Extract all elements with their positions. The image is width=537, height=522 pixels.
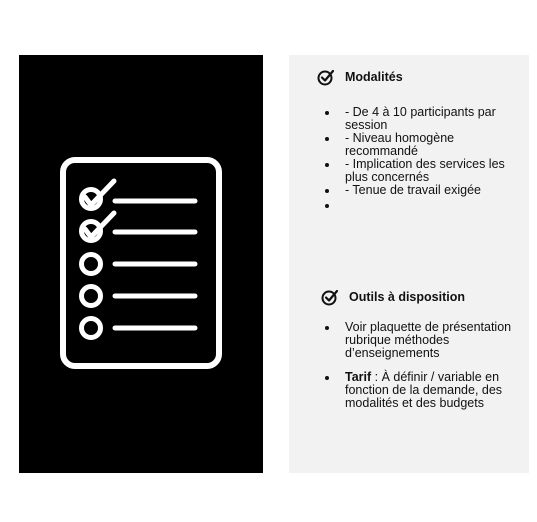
outils-title: Outils à disposition — [349, 290, 465, 304]
list-item: Voir plaquette de présentation rubrique méthodes d’enseignements — [325, 321, 521, 360]
tarif-item — [325, 371, 521, 410]
checklist-icon — [19, 55, 263, 473]
list-item-empty — [325, 199, 521, 212]
checklist-illustration-panel — [19, 55, 263, 473]
tarif-label: Tarif — [345, 370, 372, 384]
check-circle-icon — [321, 288, 341, 306]
modalites-title: Modalités — [345, 70, 403, 84]
outils-heading — [321, 288, 465, 306]
check-circle-icon — [317, 68, 337, 86]
list-item: - Implication des services les plus concernés — [325, 158, 521, 184]
list-item: - De 4 à 10 participants par session — [325, 106, 521, 132]
list-item: - Niveau homogène recommandé — [325, 132, 521, 158]
outils-list — [310, 321, 521, 410]
modalites-heading — [317, 68, 403, 86]
tarif-text: : À définir / variable en fonction de la demande, des modalités et des budgets — [345, 370, 503, 410]
list-item: - Tenue de travail exigée — [325, 184, 521, 197]
modalites-list — [310, 106, 521, 212]
